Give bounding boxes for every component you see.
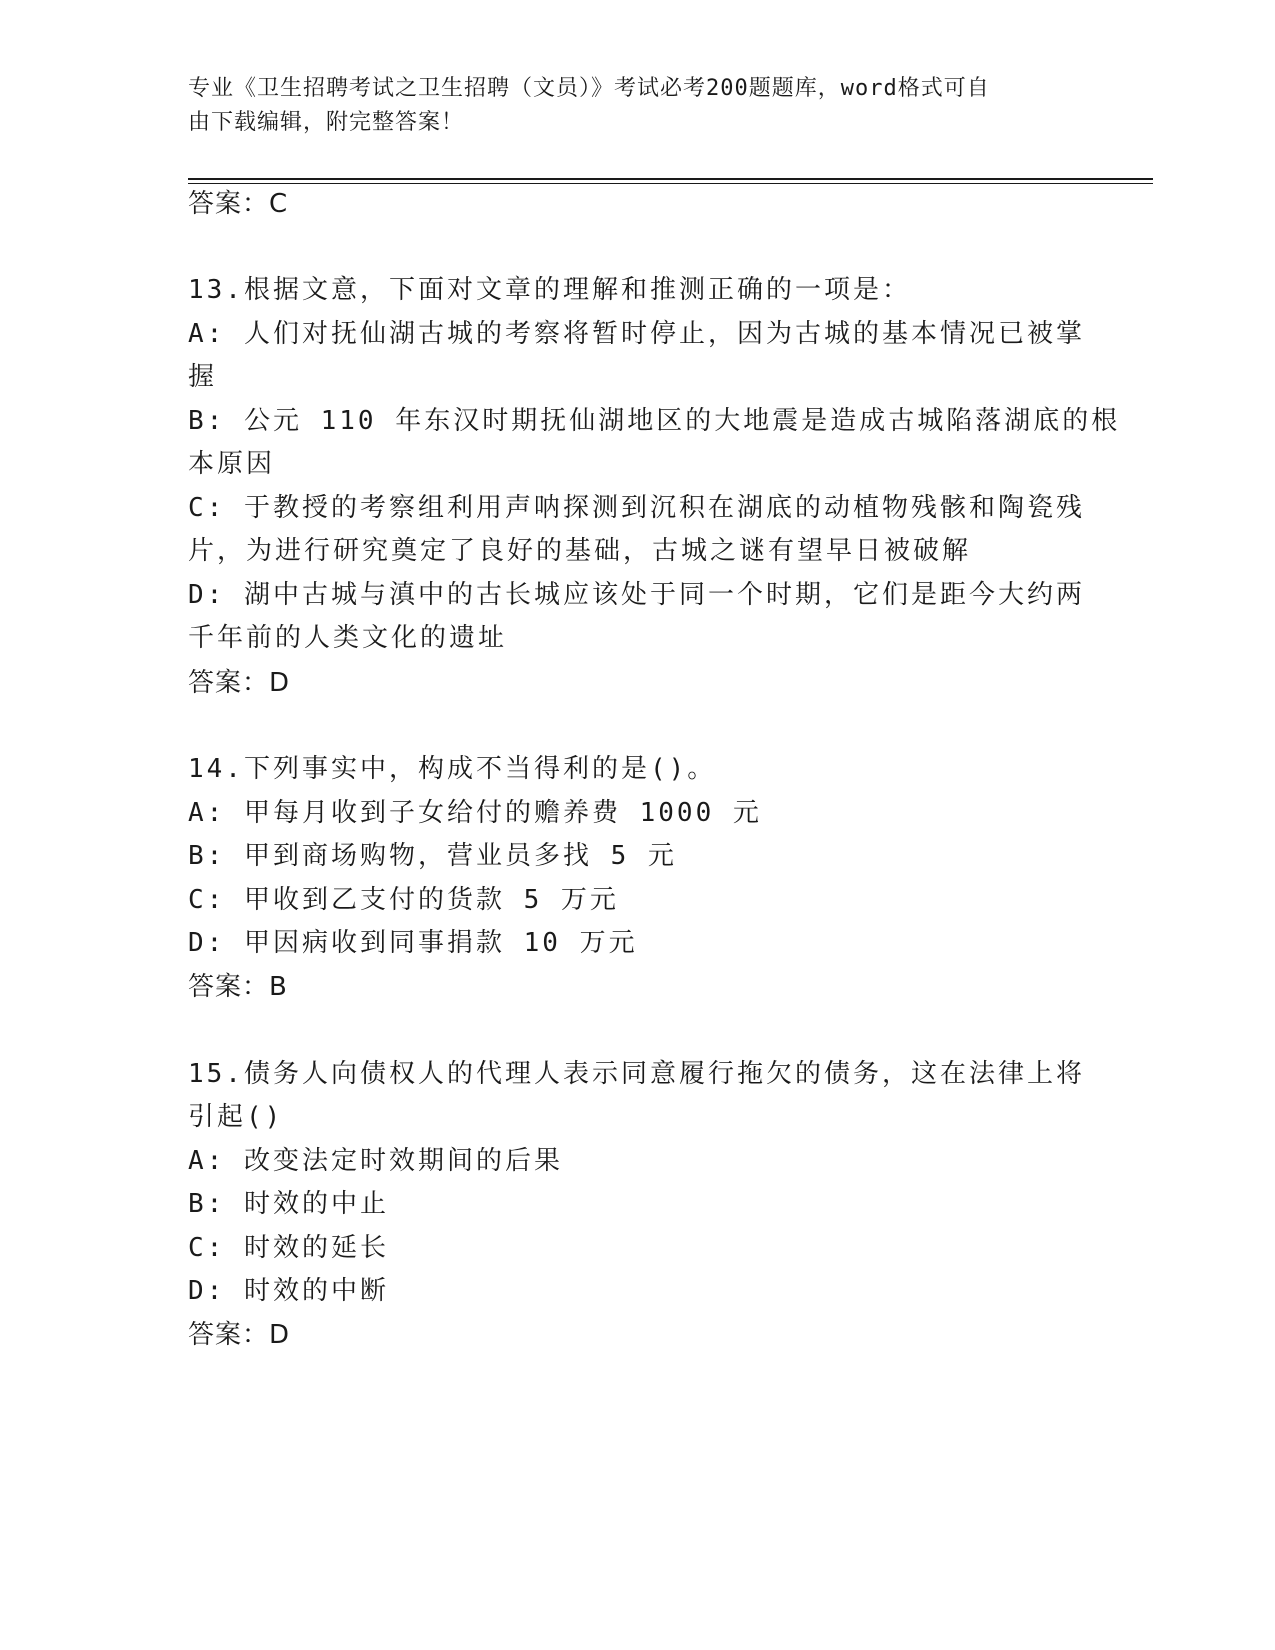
question-13-option-b-cont: 本原因: [188, 449, 276, 479]
question-13-option-a: A: 人们对抚仙湖古城的考察将暂时停止，因为古城的基本情况已被掌: [188, 319, 1085, 349]
question-13-option-b: B: 公元 110 年东汉时期抚仙湖地区的大地震是造成古城陷落湖底的根: [188, 406, 1121, 436]
question-15-option-a: A: 改变法定时效期间的后果: [188, 1146, 563, 1176]
question-14-option-d: D: 甲因病收到同事捐款 10 万元: [188, 928, 638, 958]
question-13-stem: 13.根据文意，下面对文章的理解和推测正确的一项是：: [188, 275, 911, 305]
header-divider-thick: [188, 178, 1153, 180]
question-13-answer: 答案：D: [188, 668, 291, 698]
question-13-option-c: C: 于教授的考察组利用声呐探测到沉积在湖底的动植物残骸和陶瓷残: [188, 493, 1085, 523]
question-15-option-c: C: 时效的延长: [188, 1233, 389, 1263]
question-14-option-b: B: 甲到商场购物，营业员多找 5 元: [188, 841, 677, 871]
question-15-stem-cont: 引起(): [188, 1102, 284, 1132]
question-13-option-d-cont: 千年前的人类文化的遗址: [188, 623, 508, 653]
question-13-option-c-cont: 片，为进行研究奠定了良好的基础，古城之谜有望早日被破解: [188, 536, 972, 566]
header-line-1: 专业《卫生招聘考试之卫生招聘（文员）》考试必考200题题库，word格式可自: [188, 76, 990, 101]
question-15-stem: 15.债务人向债权人的代理人表示同意履行拖欠的债务，这在法律上将: [188, 1059, 1085, 1089]
question-13-option-a-cont: 握: [188, 362, 218, 392]
question-14-stem: 14.下列事实中，构成不当得利的是()。: [188, 754, 717, 784]
question-14-option-a: A: 甲每月收到子女给付的赡养费 1000 元: [188, 798, 762, 828]
document-header: [188, 72, 1068, 140]
previous-answer: 答案：C: [188, 189, 289, 219]
question-15-option-d: D: 时效的中断: [188, 1276, 389, 1306]
question-15-option-b: B: 时效的中止: [188, 1189, 389, 1219]
question-14-answer: 答案：B: [188, 972, 288, 1002]
question-14-option-c: C: 甲收到乙支付的货款 5 万元: [188, 885, 619, 915]
header-divider-thin: [188, 183, 1153, 184]
header-line-2: 由下载编辑，附完整答案！: [188, 110, 465, 135]
question-15-answer: 答案：D: [188, 1320, 291, 1350]
question-13-option-d: D: 湖中古城与滇中的古长城应该处于同一个时期，它们是距今大约两: [188, 580, 1085, 610]
